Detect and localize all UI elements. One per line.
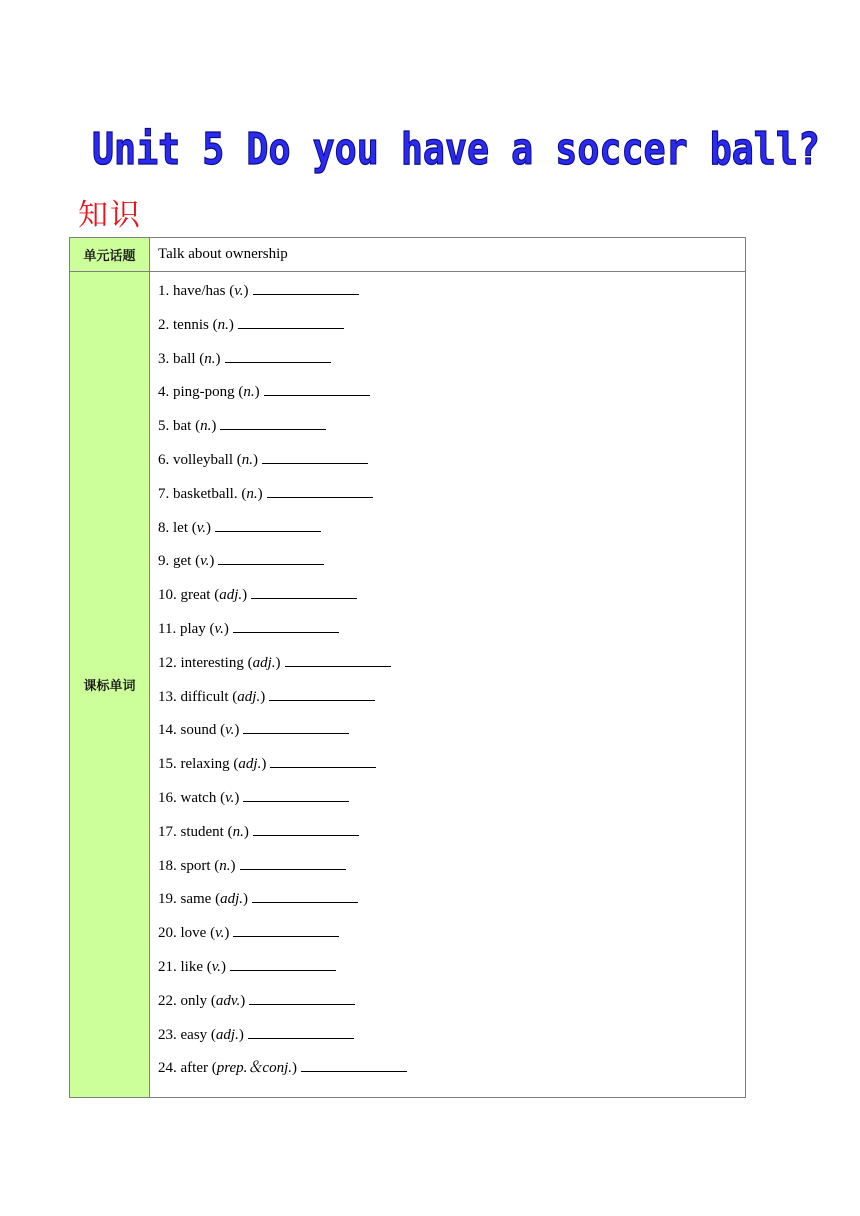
answer-blank[interactable]	[243, 787, 349, 802]
word-text: student	[180, 823, 224, 840]
word-number: 16.	[158, 789, 177, 806]
word-text: same	[180, 891, 212, 908]
word-text: great	[180, 587, 211, 604]
part-of-speech: adj.	[252, 654, 276, 671]
answer-blank[interactable]	[267, 483, 373, 498]
word-text: play	[179, 620, 206, 637]
section-heading: 知识	[78, 198, 142, 233]
topic-value: Talk about ownership	[150, 238, 746, 272]
answer-blank[interactable]	[240, 855, 346, 870]
word-item: 20. love (v.)	[158, 922, 745, 956]
word-number: 15.	[158, 756, 177, 773]
word-item: 21. like (v.)	[158, 956, 745, 990]
answer-blank[interactable]	[301, 1057, 407, 1072]
part-of-speech: adj.	[215, 1026, 239, 1043]
answer-blank[interactable]	[218, 550, 324, 565]
part-of-speech: v.	[211, 958, 222, 975]
word-number: 9.	[158, 553, 170, 570]
answer-blank[interactable]	[262, 449, 368, 464]
word-number: 6.	[158, 451, 170, 468]
part-of-speech: v.	[214, 620, 224, 637]
word-number: 4.	[158, 384, 170, 401]
word-number: 12.	[158, 654, 177, 671]
word-number: 8.	[158, 519, 170, 536]
word-number: 3.	[158, 350, 170, 367]
word-number: 18.	[158, 857, 177, 874]
part-of-speech: v.	[215, 925, 225, 942]
word-number: 21.	[158, 958, 177, 975]
part-of-speech: adj.	[220, 891, 243, 908]
word-item: 13. difficult (adj.)	[158, 686, 745, 720]
word-number: 5.	[158, 418, 170, 435]
words-row	[70, 272, 746, 1098]
part-of-speech: adj.	[237, 688, 261, 705]
word-item: 12. interesting (adj.)	[158, 652, 745, 686]
part-of-speech: v.	[225, 789, 235, 806]
word-item: 16. watch (v.)	[158, 787, 745, 821]
answer-blank[interactable]	[251, 584, 357, 599]
word-number: 23.	[158, 1026, 177, 1043]
word-text: ping-pong	[173, 384, 235, 401]
word-number: 19.	[158, 891, 177, 908]
answer-blank[interactable]	[220, 415, 326, 430]
part-of-speech: v.	[196, 519, 207, 536]
word-text: ball	[173, 350, 196, 367]
word-item: 18. sport (n.)	[158, 855, 745, 889]
part-of-speech: n.	[217, 316, 229, 333]
part-of-speech: v.	[225, 722, 235, 739]
word-number: 13.	[158, 688, 177, 705]
word-text: sport	[180, 857, 211, 874]
word-text: have/has	[173, 283, 226, 299]
part-of-speech: v.	[200, 553, 210, 570]
word-number: 1.	[158, 283, 170, 299]
part-of-speech: v.	[234, 283, 244, 299]
part-of-speech: n.	[241, 451, 253, 468]
part-of-speech: n.	[204, 350, 216, 367]
word-text: only	[180, 992, 208, 1009]
answer-blank[interactable]	[249, 990, 355, 1005]
word-item: 1. have/has (v.)	[158, 280, 745, 314]
vocab-table	[69, 237, 746, 1098]
word-item: 3. ball (n.)	[158, 348, 745, 382]
word-text: after	[180, 1060, 208, 1077]
unit-title-art	[92, 118, 822, 178]
answer-blank[interactable]	[270, 753, 376, 768]
word-text: let	[173, 519, 188, 536]
word-item: 10. great (adj.)	[158, 584, 745, 618]
word-item: 8. let (v.)	[158, 517, 745, 551]
part-of-speech: adv.	[215, 992, 241, 1009]
word-item: 24. after (prep.＆conj.)	[158, 1057, 745, 1091]
word-number: 17.	[158, 823, 177, 840]
word-number: 24.	[158, 1060, 177, 1077]
word-text: watch	[180, 789, 217, 806]
word-text: interesting	[180, 654, 244, 671]
word-text: get	[173, 553, 192, 570]
word-text: relaxing	[180, 756, 230, 773]
word-number: 20.	[158, 925, 177, 942]
unit-title	[92, 118, 822, 178]
word-number: 7.	[158, 485, 170, 502]
word-item: 11. play (v.)	[158, 618, 745, 652]
words-list	[150, 272, 746, 1098]
word-item: 4. ping-pong (n.)	[158, 381, 745, 415]
answer-blank[interactable]	[233, 618, 339, 633]
answer-blank[interactable]	[243, 719, 349, 734]
word-item: 15. relaxing (adj.)	[158, 753, 745, 787]
answer-blank[interactable]	[264, 381, 370, 396]
word-item: 23. easy (adj.)	[158, 1024, 745, 1058]
answer-blank[interactable]	[248, 1024, 354, 1039]
word-number: 11.	[158, 620, 177, 637]
word-text: easy	[180, 1026, 208, 1043]
answer-blank[interactable]	[225, 348, 331, 363]
topic-row	[70, 238, 746, 272]
word-number: 2.	[158, 316, 170, 333]
answer-blank[interactable]	[215, 517, 321, 532]
part-of-speech: n.	[200, 418, 212, 435]
word-text: tennis	[173, 316, 209, 333]
answer-blank[interactable]	[238, 314, 344, 329]
word-item: 22. only (adv.)	[158, 990, 745, 1024]
word-item: 14. sound (v.)	[158, 719, 745, 753]
unit-title-text: Unit 5 Do you have a soccer ball?	[92, 124, 820, 175]
answer-blank[interactable]	[230, 956, 336, 971]
word-text: love	[180, 925, 207, 942]
word-item: 6. volleyball (n.)	[158, 449, 745, 483]
part-of-speech: adj.	[238, 756, 262, 773]
answer-blank[interactable]	[253, 280, 359, 295]
word-item: 7. basketball. (n.)	[158, 483, 745, 517]
part-of-speech: n.	[232, 823, 244, 840]
part-of-speech: prep.＆conj.	[216, 1060, 292, 1077]
answer-blank[interactable]	[285, 652, 391, 667]
word-text: basketball.	[173, 485, 238, 502]
word-item: 17. student (n.)	[158, 821, 745, 855]
topic-label: 单元话题	[70, 238, 150, 272]
answer-blank[interactable]	[253, 821, 359, 836]
answer-blank[interactable]	[252, 888, 358, 903]
word-item: 19. same (adj.)	[158, 888, 745, 922]
word-text: sound	[180, 722, 217, 739]
word-text: difficult	[180, 688, 229, 705]
word-number: 10.	[158, 587, 177, 604]
word-text: like	[180, 958, 203, 975]
part-of-speech: n.	[243, 384, 255, 401]
part-of-speech: adj.	[219, 587, 243, 604]
word-item: 2. tennis (n.)	[158, 314, 745, 348]
word-number: 22.	[158, 992, 177, 1009]
word-text: volleyball	[173, 451, 233, 468]
answer-blank[interactable]	[233, 922, 339, 937]
word-number: 14.	[158, 722, 177, 739]
word-text: bat	[173, 418, 192, 435]
word-item: 5. bat (n.)	[158, 415, 745, 449]
words-label: 课标单词	[70, 272, 150, 1098]
word-item: 9. get (v.)	[158, 550, 745, 584]
part-of-speech: n.	[246, 485, 258, 502]
part-of-speech: n.	[219, 857, 231, 874]
answer-blank[interactable]	[269, 686, 375, 701]
